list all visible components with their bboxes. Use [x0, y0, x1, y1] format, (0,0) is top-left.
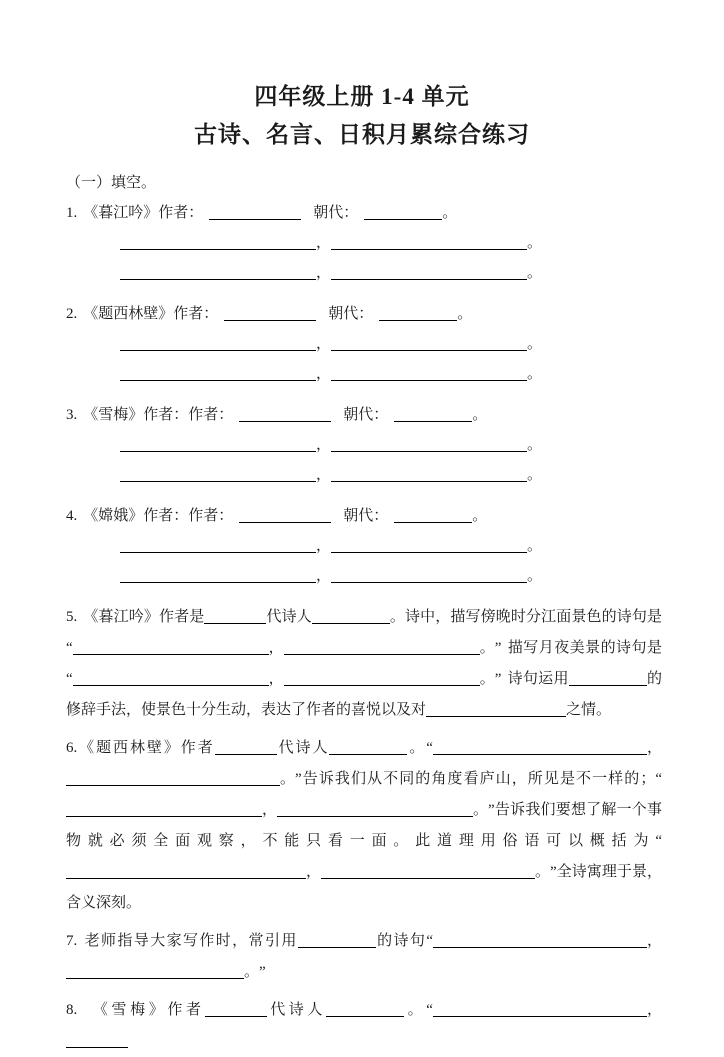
- period: 。: [244, 964, 260, 980]
- question-6-verse-blank[interactable]: [277, 801, 473, 817]
- quote-open: “: [426, 1002, 433, 1018]
- poem-line: [120, 359, 662, 389]
- question-3-number: 3.: [66, 407, 78, 423]
- poem-blank[interactable]: [120, 335, 316, 351]
- comma: ，: [316, 235, 332, 251]
- question-7-t1: 老师指导大家写作时，常引用: [83, 933, 298, 949]
- question-6-poet-blank[interactable]: [329, 739, 407, 755]
- question-5-verse-blank[interactable]: [284, 639, 480, 655]
- quote-open: “: [426, 740, 433, 756]
- question-6-t6: 事物就必须全面观察，不能只看一面。此道理用俗语可以概括为: [66, 802, 662, 849]
- question-1-text-a: 《暮江吟》作者：: [83, 205, 204, 221]
- question-6-t4: 告诉我们从不同的角度看庐山，所见是不一样的；: [301, 771, 656, 787]
- comma: ，: [316, 336, 332, 352]
- question-4-period: 。: [472, 508, 488, 524]
- question-6-t1: 《题西林壁》作者: [77, 740, 215, 756]
- comma: ，: [646, 1002, 662, 1018]
- question-3-text-a: 《雪梅》作者：作者：: [83, 407, 234, 423]
- title-line-2: 古诗、名言、日积月累综合练习: [194, 122, 530, 147]
- question-1-period: 。: [442, 205, 458, 221]
- question-8-verse-blank[interactable]: [433, 1001, 647, 1017]
- comma: ，: [268, 671, 284, 687]
- question-6-proverb-blank[interactable]: [321, 863, 535, 879]
- question-7-number: 7.: [66, 933, 78, 949]
- period: 。: [473, 802, 489, 818]
- question-4-text-a: 《嫦娥》作者：作者：: [83, 508, 234, 524]
- comma: ，: [268, 640, 284, 656]
- question-5-t9: 的修辞手法，使景色十分生动，表达了作者的喜悦以及对: [66, 671, 662, 718]
- question-8-poet-blank[interactable]: [326, 1001, 404, 1017]
- question-5-verse-blank[interactable]: [284, 670, 480, 686]
- comma: ，: [316, 467, 332, 483]
- comma: ，: [316, 538, 332, 554]
- quote-open: “: [66, 640, 73, 656]
- quote-close: ”: [259, 964, 266, 980]
- question-5-dynasty-blank[interactable]: [204, 608, 266, 624]
- question-2-dynasty-blank[interactable]: [379, 305, 457, 321]
- question-5-number: 5.: [66, 609, 78, 625]
- quote-close: ”: [295, 771, 302, 787]
- period: 。: [535, 864, 551, 880]
- poem-line: [120, 228, 662, 258]
- poem-blank[interactable]: [331, 234, 527, 250]
- question-5: [62, 602, 662, 726]
- question-6-t5: 告诉我们要想了解一个: [494, 802, 647, 818]
- question-2-poem-lines: [62, 329, 662, 389]
- section-heading: （一）填空。: [66, 175, 157, 191]
- question-3: [62, 400, 662, 430]
- question-2-text-b: 朝代：: [328, 306, 374, 322]
- poem-blank[interactable]: [120, 567, 316, 583]
- period: 。: [479, 671, 495, 687]
- question-6: [62, 733, 662, 919]
- poem-line: [120, 460, 662, 490]
- question-5-t7: 诗句运: [507, 671, 554, 687]
- poem-blank[interactable]: [331, 466, 527, 482]
- comma: ，: [646, 740, 662, 756]
- poem-line: [120, 329, 662, 359]
- comma: ，: [316, 366, 332, 382]
- page-title: [62, 0, 662, 154]
- question-5-t10: 之情。: [566, 702, 612, 718]
- question-1-number: 1.: [66, 205, 78, 221]
- period: 。: [527, 568, 543, 584]
- poem-line: [120, 430, 662, 460]
- question-6-dynasty-blank[interactable]: [215, 739, 277, 755]
- question-8-t1: 《雪梅》作者: [89, 1002, 205, 1018]
- question-1-text-b: 朝代：: [313, 205, 359, 221]
- question-1-poem-lines: [62, 228, 662, 288]
- question-8-verse-blank[interactable]: [66, 1032, 128, 1048]
- quote-close: ”: [550, 864, 557, 880]
- title-line-1: 四年级上册 1-4 单元: [254, 84, 470, 109]
- period: 。: [527, 336, 543, 352]
- question-6-t3: 。: [407, 740, 427, 756]
- question-5-verse-blank[interactable]: [73, 670, 269, 686]
- question-2-number: 2.: [66, 306, 78, 322]
- question-7-verse-blank[interactable]: [433, 932, 647, 948]
- question-2-text-a: 《题西林壁》作者：: [83, 306, 219, 322]
- question-7: [62, 926, 662, 988]
- question-6-t7: 全诗寓理于景，含义深刻。: [66, 864, 662, 911]
- question-8-t2: 代诗人: [266, 1002, 327, 1018]
- question-5-t6: 景的诗句是: [585, 640, 662, 656]
- question-3-text-b: 朝代：: [343, 407, 389, 423]
- question-6-number: 6.: [66, 740, 78, 756]
- question-5-t3: 。诗中，描写傍晚时分江面景色的: [389, 609, 617, 625]
- question-7-t2: 的诗句: [375, 933, 427, 949]
- question-1-author-blank[interactable]: [209, 204, 301, 220]
- question-5-t4: 诗句是: [616, 609, 662, 625]
- poem-blank[interactable]: [331, 264, 527, 280]
- poem-blank[interactable]: [331, 567, 527, 583]
- question-6-verse-blank[interactable]: [66, 770, 280, 786]
- question-5-t8: 用: [553, 671, 569, 687]
- question-6-t2: 代诗人: [276, 740, 330, 756]
- period: 。: [527, 366, 543, 382]
- poem-blank[interactable]: [331, 436, 527, 452]
- period: 。: [527, 437, 543, 453]
- quote-open: “: [66, 671, 73, 687]
- question-8-dynasty-blank[interactable]: [205, 1001, 267, 1017]
- question-8: [62, 995, 662, 1057]
- question-6-proverb-blank[interactable]: [66, 863, 306, 879]
- period: 。: [479, 640, 495, 656]
- period: 。: [527, 538, 543, 554]
- question-4: [62, 501, 662, 531]
- poem-blank[interactable]: [120, 466, 316, 482]
- question-4-poem-lines: [62, 531, 662, 591]
- question-7-verse-blank[interactable]: [66, 963, 244, 979]
- poem-blank[interactable]: [120, 436, 316, 452]
- quote-close: ”: [488, 802, 495, 818]
- poem-blank[interactable]: [120, 365, 316, 381]
- poem-blank[interactable]: [120, 537, 316, 553]
- question-6-verse-blank[interactable]: [66, 801, 262, 817]
- question-3-period: 。: [472, 407, 488, 423]
- question-2: [62, 299, 662, 329]
- period: 。: [527, 467, 543, 483]
- question-6-verse-blank[interactable]: [433, 739, 647, 755]
- quote-open: “: [655, 833, 662, 849]
- comma: ，: [316, 437, 332, 453]
- quote-close: ”: [494, 671, 502, 687]
- question-4-dynasty-blank[interactable]: [394, 507, 472, 523]
- question-8-t3: 。: [404, 1002, 427, 1018]
- quote-close: ”: [494, 640, 502, 656]
- comma: ，: [316, 568, 332, 584]
- period: 。: [527, 235, 543, 251]
- poem-line: [120, 561, 662, 591]
- question-5-emotion-blank[interactable]: [426, 701, 566, 717]
- question-3-poem-lines: [62, 430, 662, 490]
- question-2-author-blank[interactable]: [224, 305, 316, 321]
- comma: ，: [306, 864, 322, 880]
- quote-open: “: [655, 771, 662, 787]
- question-4-number: 4.: [66, 508, 78, 524]
- poem-blank[interactable]: [331, 365, 527, 381]
- question-1: [62, 198, 662, 228]
- poem-blank[interactable]: [331, 537, 527, 553]
- question-5-verse-blank[interactable]: [73, 639, 269, 655]
- question-2-period: 。: [457, 306, 473, 322]
- period: 。: [527, 265, 543, 281]
- poem-blank[interactable]: [331, 335, 527, 351]
- question-4-author-blank[interactable]: [239, 507, 331, 523]
- poem-line: [120, 531, 662, 561]
- question-5-t1: 《暮江吟》作者是: [83, 609, 205, 625]
- poem-blank[interactable]: [120, 264, 316, 280]
- question-3-author-blank[interactable]: [239, 406, 331, 422]
- question-1-dynasty-blank[interactable]: [364, 204, 442, 220]
- question-8-number: 8.: [66, 1002, 78, 1018]
- comma: ，: [262, 802, 278, 818]
- question-5-rhetoric-blank[interactable]: [569, 670, 647, 686]
- comma: ，: [316, 265, 332, 281]
- poem-line: [120, 258, 662, 288]
- question-4-text-b: 朝代：: [343, 508, 389, 524]
- quote-open: “: [426, 933, 433, 949]
- comma: ，: [646, 933, 662, 949]
- question-5-t5: 描写月夜美: [507, 640, 586, 656]
- question-7-poet-blank[interactable]: [298, 932, 376, 948]
- period: 。: [280, 771, 296, 787]
- poem-blank[interactable]: [120, 234, 316, 250]
- question-3-dynasty-blank[interactable]: [394, 406, 472, 422]
- question-5-t2: 代诗人: [266, 609, 312, 625]
- question-5-poet-blank[interactable]: [312, 608, 390, 624]
